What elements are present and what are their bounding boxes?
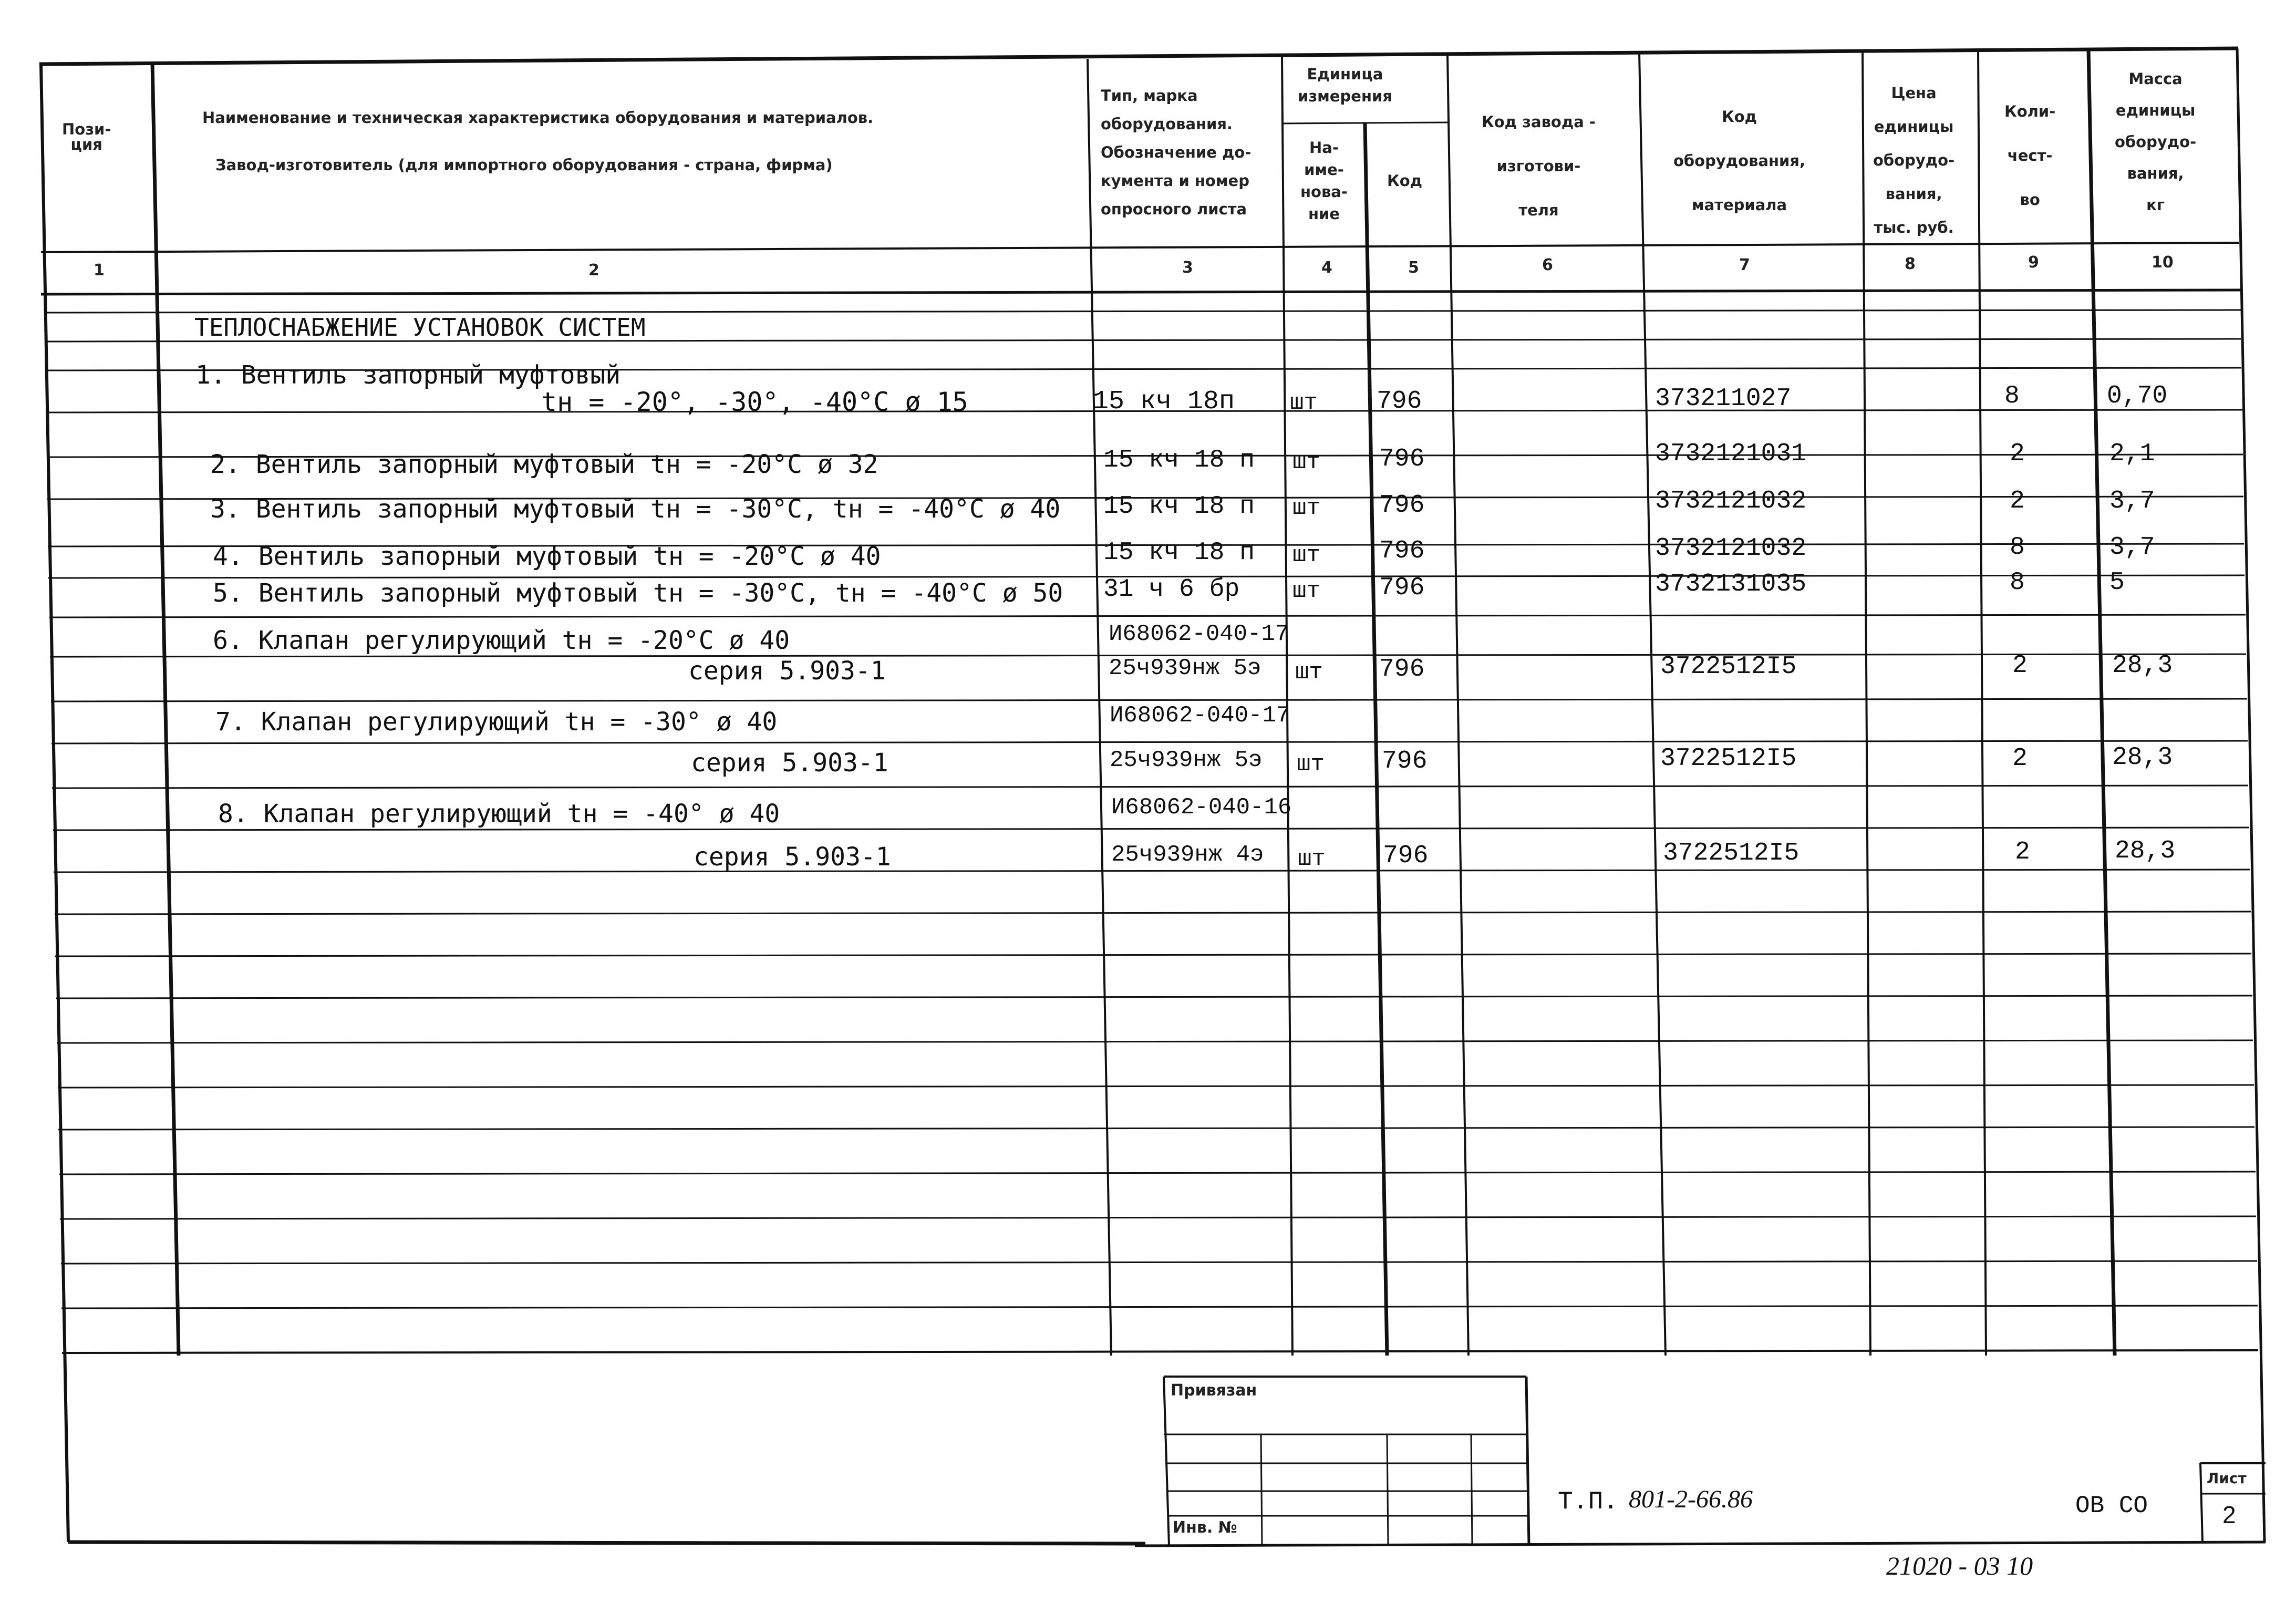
row-3-mat: 3732121031 xyxy=(1655,440,1807,468)
colno-9: 9 xyxy=(2028,253,2039,272)
row-4-name: 3. Вентиль запорный муфтовый tн = -30°C, tн = -40°C ø 40 xyxy=(210,494,1061,524)
row-5-code: 796 xyxy=(1379,537,1425,565)
row-6-mass: 5 xyxy=(2109,568,2125,597)
row-2-unit: шт xyxy=(1290,390,1318,416)
col2-header-line1: Наименование и техническая характеристика оборудования и материалов. xyxy=(202,109,874,127)
row-8-mat: 3722512I5 xyxy=(1660,653,1797,681)
row-12-mat: 3722512I5 xyxy=(1663,839,1799,867)
row-11-name: 8. Клапан регулирующий tн = -40° ø 40 xyxy=(218,799,780,829)
row-12-name: серия 5.903-1 xyxy=(694,842,891,872)
row-5-name: 4. Вентиль запорный муфтовый tн = -20°C ø 40 xyxy=(213,542,881,571)
col6-header: Код завода - изготови- теля xyxy=(1482,113,1596,219)
col7-header: Код оборудования, материала xyxy=(1673,108,1806,214)
colno-6: 6 xyxy=(1542,256,1553,274)
row-6-mat: 3732131035 xyxy=(1655,570,1807,598)
colno-8: 8 xyxy=(1905,255,1916,273)
col3-header: Тип, марка оборудования. Обозначение до- кумента и номер опросного листа xyxy=(1101,87,1252,218)
row-3-code: 796 xyxy=(1379,445,1425,473)
row-10-qty: 2 xyxy=(2012,745,2028,773)
row-4-mat: 3732121032 xyxy=(1655,487,1807,515)
colno-4: 4 xyxy=(1321,259,1332,277)
row-6-qty: 8 xyxy=(2010,568,2025,597)
row-5-unit: шт xyxy=(1292,542,1320,568)
row-11-type: И68062-040-16 xyxy=(1111,794,1292,821)
row-10-mat: 3722512I5 xyxy=(1660,745,1797,773)
row-5-type: 15 кч 18 п xyxy=(1103,539,1255,567)
row-3-mass: 2,1 xyxy=(2109,440,2155,468)
row-5-mass: 3,7 xyxy=(2109,533,2155,562)
row-6-name: 5. Вентиль запорный муфтовый tн = -30°C, tн = -40°C ø 50 xyxy=(213,578,1063,608)
col10-header: Масса единицы оборудо- вания, кг xyxy=(2115,70,2197,214)
row-4-code: 796 xyxy=(1379,491,1425,520)
row-12-unit: шт xyxy=(1298,846,1326,872)
row-10-code: 796 xyxy=(1382,747,1428,776)
footer-number: 21020 - 03 10 xyxy=(1886,1551,2033,1580)
stamp-sheet-code: ОВ СО xyxy=(2075,1492,2148,1519)
row-2-code: 796 xyxy=(1377,387,1422,416)
row-8-code: 796 xyxy=(1379,655,1425,684)
row-6-type: 31 ч 6 бр xyxy=(1103,575,1240,604)
col1-header: Пози- ция xyxy=(62,120,111,153)
row-3-qty: 2 xyxy=(2010,440,2025,468)
row-8-qty: 2 xyxy=(2012,652,2028,680)
row-5-mat: 3732121032 xyxy=(1655,534,1807,563)
colno-2: 2 xyxy=(588,261,599,280)
row-6-unit: шт xyxy=(1292,578,1320,604)
stamp-list-label: Лист xyxy=(2207,1470,2247,1487)
row-10-name: серия 5.903-1 xyxy=(691,748,888,778)
colno-7: 7 xyxy=(1739,256,1750,274)
stamp-list-no: 2 xyxy=(2222,1501,2236,1528)
colno-5: 5 xyxy=(1408,259,1419,277)
row-9-name: 7. Клапан регулирующий tн = -30° ø 40 xyxy=(215,707,778,737)
row-12-code: 796 xyxy=(1383,842,1429,870)
row-8-name: серия 5.903-1 xyxy=(688,656,886,686)
row-8-unit: шт xyxy=(1295,659,1323,686)
row-2-mat: 373211027 xyxy=(1655,385,1792,413)
col4-header: На- имe- нова- ние xyxy=(1300,139,1348,223)
row-2-name: tн = -20°, -30°, -40°C ø 15 xyxy=(541,387,968,417)
col5-header: Код xyxy=(1387,172,1423,190)
stamp-project-label: Т.П. xyxy=(1558,1488,1619,1516)
row-4-qty: 2 xyxy=(2010,487,2025,515)
row-8-mass: 28,3 xyxy=(2112,652,2173,680)
row-10-mass: 28,3 xyxy=(2112,743,2173,772)
row-7-type: И68062-040-17 xyxy=(1109,621,1289,647)
colno-10: 10 xyxy=(2152,253,2174,272)
col8-header: Цена единицы оборудо- вания, тыс. руб. xyxy=(1873,84,1955,236)
colno-1: 1 xyxy=(94,261,105,280)
row-4-unit: шт xyxy=(1292,495,1320,521)
row-3-unit: шт xyxy=(1292,449,1320,475)
row-5-qty: 8 xyxy=(2010,533,2025,562)
stamp-project-no: 801-2-66.86 xyxy=(1629,1485,1753,1513)
col2-header-line2: Завод-изготовитель (для импортного оборудования - страна, фирма) xyxy=(215,156,833,174)
row-3-type: 15 кч 18 п xyxy=(1103,446,1255,474)
row-8-type: 25ч939нж 5э xyxy=(1109,655,1261,681)
row-10-type: 25ч939нж 5э xyxy=(1110,747,1263,773)
row-12-mass: 28,3 xyxy=(2115,837,2176,865)
row-3-name: 2. Вентиль запорный муфтовый tн = -20°C ø 32 xyxy=(210,450,878,479)
row-10-unit: шт xyxy=(1297,751,1325,778)
row-1-name: 1. Вентиль запорный муфтовый xyxy=(195,360,621,390)
row-9-type: И68062-040-17 xyxy=(1110,702,1290,729)
row-2-mass: 0,70 xyxy=(2107,382,2168,410)
stamp-inv: Инв. № xyxy=(1173,1518,1237,1537)
row-12-qty: 2 xyxy=(2015,838,2030,866)
colno-3: 3 xyxy=(1182,259,1193,277)
unit-group-header: Единица измерения xyxy=(1298,65,1392,105)
row-12-type: 25ч939нж 4э xyxy=(1111,842,1264,868)
row-4-mass: 3,7 xyxy=(2109,487,2155,515)
col9-header: Коли- чест- во xyxy=(2004,102,2056,209)
row-4-type: 15 кч 18 п xyxy=(1103,492,1255,521)
row-6-code: 796 xyxy=(1379,574,1425,602)
row-7-name: 6. Клапан регулирующий tн = -20°C ø 40 xyxy=(213,626,790,655)
row-2-qty: 8 xyxy=(2004,382,2020,410)
section-title: ТЕПЛОСНАБЖЕНИЕ УСТАНОВОК СИСТЕМ xyxy=(194,313,646,342)
stamp-privyazan: Привязан xyxy=(1171,1381,1257,1400)
row-2-type: 15 кч 18п xyxy=(1093,387,1235,417)
